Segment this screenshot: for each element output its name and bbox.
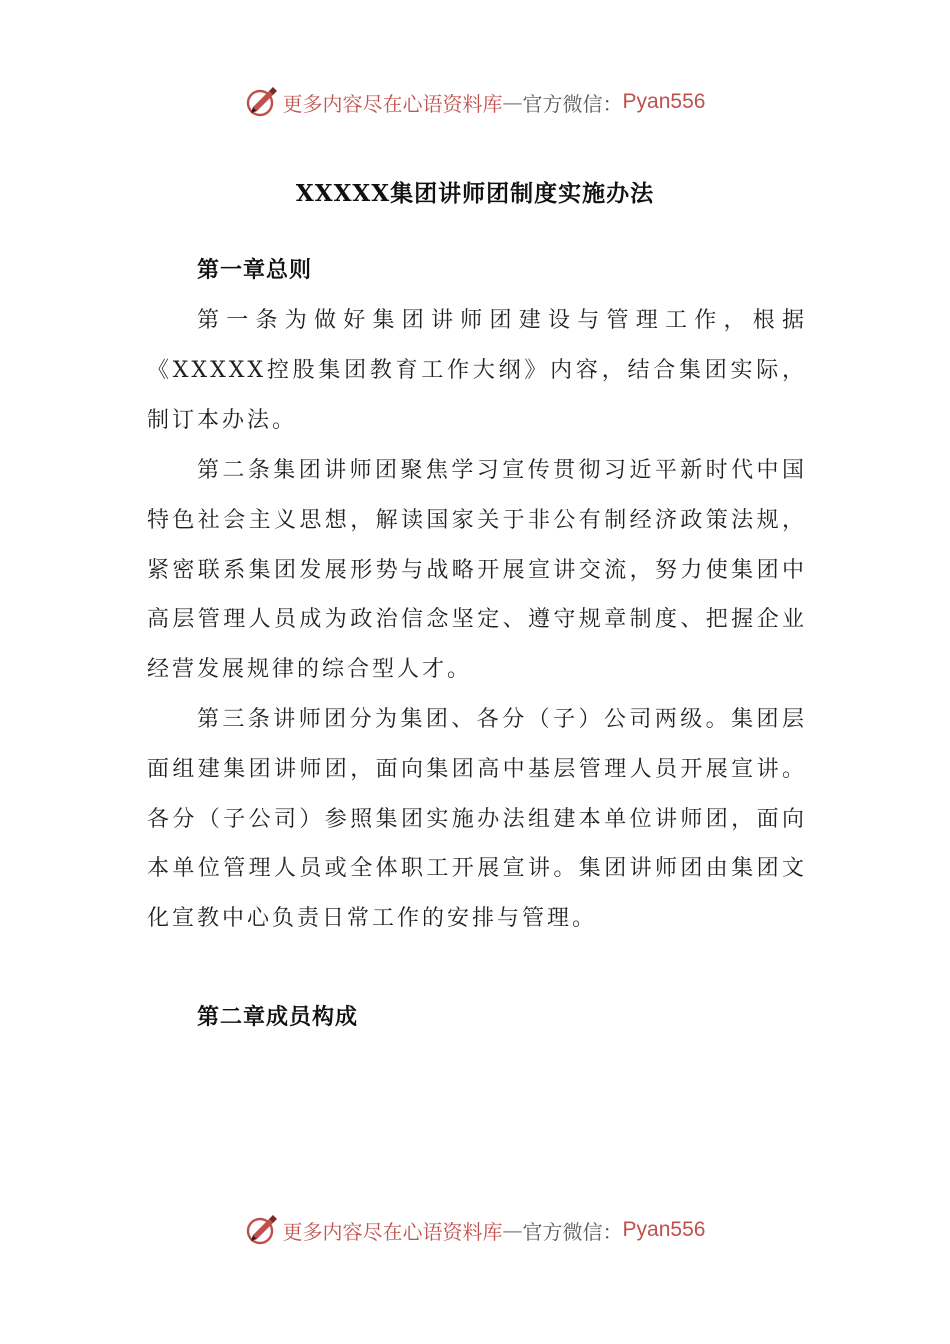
- article-2: 第二条集团讲师团聚焦学习宣传贯彻习近平新时代中国特色社会主义思想，解读国家关于非公有制经济政策法规，紧密联系集团发展形势与战略开展宣讲交流，努力使集团中高层管理人员成为政治信念坚定、遵守规章制度、把握企业经营发展规律的综合型人才。: [147, 458, 807, 683]
- article-3: 第三条讲师团分为集团、各分（子）公司两级。集团层面组建集团讲师团，面向集团高中基层管理人员开展宣讲。各分（子公司）参照集团实施办法组建本单位讲师团，面向本单位管理人员或全体职工开展宣讲。集团讲师团由集团文化宣教中心负责日常工作的安排与管理。: [147, 707, 807, 932]
- pen-circle-logo-icon: [245, 1213, 279, 1247]
- pen-circle-logo-icon: [245, 85, 279, 119]
- banner-dash: —: [502, 1218, 523, 1242]
- article-1: 第一条为做好集团讲师团建设与管理工作，根据《XXXXX控股集团教育工作大纲》内容，结合集团实际，制订本办法。: [147, 308, 807, 433]
- banner-wechat-label: 官方微信：: [522, 91, 623, 116]
- banner-site-text: 更多内容尽在心语资料库: [282, 1219, 503, 1244]
- document-title: XXXXX集团讲师团制度实施办法: [295, 180, 655, 207]
- banner-wechat-id: Pyan556: [622, 90, 706, 113]
- banner-dash: —: [502, 90, 523, 114]
- banner-site-text: 更多内容尽在心语资料库: [282, 91, 503, 116]
- chapter-1-heading: 第一章总则: [197, 257, 313, 283]
- banner-wechat-label: 官方微信：: [522, 1219, 623, 1244]
- chapter-2-heading: 第二章成员构成: [197, 1004, 359, 1030]
- header-banner: [0, 82, 950, 122]
- footer-banner: [0, 1210, 950, 1250]
- banner-wechat-id: Pyan556: [622, 1218, 706, 1241]
